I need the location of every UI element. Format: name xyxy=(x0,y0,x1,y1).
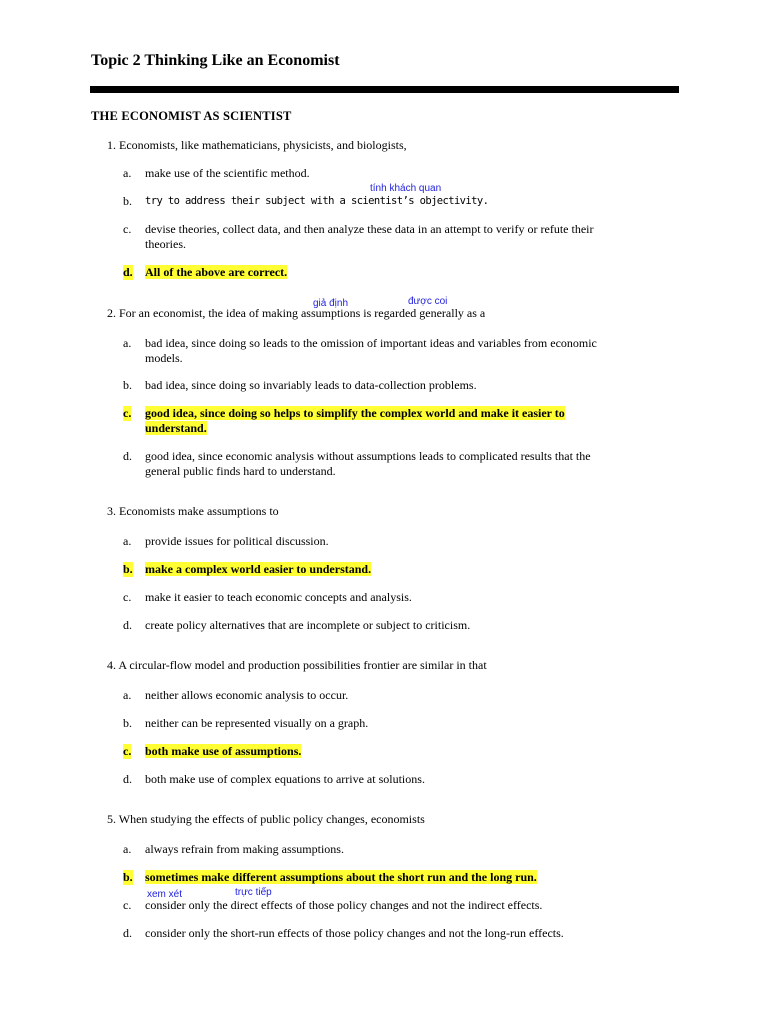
option-text: create policy alternatives that are incomplete or subject to criticism. xyxy=(145,618,471,632)
option-text: bad idea, since doing so leads to the omission of important ideas and variables from economic models. xyxy=(145,336,597,365)
option-letter: d. xyxy=(123,926,132,940)
option-text: neither allows economic analysis to occur. xyxy=(145,688,349,702)
option-letter: a. xyxy=(123,534,132,548)
option-letter: d. xyxy=(123,772,132,786)
question-2: 2. For an economist, the idea of making assumptions is regarded generally as a xyxy=(107,306,486,320)
option-letter: c. xyxy=(123,222,132,236)
option-text: good idea, since doing so helps to simplify the complex world and make it easier to understand. xyxy=(145,406,565,435)
question-1: 1. Economists, like mathematicians, physicists, and biologists, xyxy=(107,138,407,152)
option-letter: a. xyxy=(123,842,132,856)
option-letter: b. xyxy=(123,716,132,730)
option-text: provide issues for political discussion. xyxy=(145,534,329,548)
annotation-xem-xet: xem xét xyxy=(147,889,183,900)
annotation-duoc-coi: được coi xyxy=(408,296,448,307)
option-letter: b. xyxy=(123,194,132,208)
option-text: devise theories, collect data, and then analyze these data in an attempt to verify or refute their theories. xyxy=(145,222,594,251)
option-letter: c. xyxy=(123,898,132,912)
option-text: All of the above are correct. xyxy=(145,265,288,279)
option-letter: d. xyxy=(123,449,132,463)
section-heading: THE ECONOMIST AS SCIENTIST xyxy=(91,109,292,123)
option-text: good idea, since economic analysis without assumptions leads to complicated results that the general public finds hard to understand. xyxy=(145,449,591,478)
option-text: neither can be represented visually on a graph. xyxy=(145,716,369,730)
title-divider xyxy=(90,86,679,93)
option-text: consider only the direct effects of those policy changes and not the indirect effects. xyxy=(145,898,543,912)
option-text: always refrain from making assumptions. xyxy=(145,842,344,856)
option-letter: a. xyxy=(123,166,132,180)
option-text: consider only the short-run effects of those policy changes and not the long-run effects. xyxy=(145,926,564,940)
option-letter: c. xyxy=(123,590,132,604)
annotation-truc-tiep: trực tiếp xyxy=(235,887,272,898)
option-letter: b. xyxy=(123,378,132,392)
option-text: make it easier to teach economic concepts and analysis. xyxy=(145,590,412,604)
option-letter: a. xyxy=(123,688,132,702)
option-text: sometimes make different assumptions about the short run and the long run. xyxy=(145,870,537,884)
question-4: 4. A circular-flow model and production possibilities frontier are similar in that xyxy=(107,658,487,672)
question-5: 5. When studying the effects of public policy changes, economists xyxy=(107,812,425,826)
annotation-gia-dinh: giả định xyxy=(313,298,349,309)
option-letter: c. xyxy=(123,744,132,758)
option-text: make use of the scientific method. xyxy=(145,166,310,180)
option-letter: a. xyxy=(123,336,132,350)
option-text: make a complex world easier to understand. xyxy=(145,562,372,576)
page-title: Topic 2 Thinking Like an Economist xyxy=(91,52,340,69)
option-text: both make use of assumptions. xyxy=(145,744,302,758)
option-letter: d. xyxy=(123,265,133,279)
option-letter: b. xyxy=(123,562,133,576)
option-letter: b. xyxy=(123,870,133,884)
annotation-tinh-khach-quan: tính khách quan xyxy=(370,183,442,194)
option-letter: d. xyxy=(123,618,132,632)
option-text: both make use of complex equations to arrive at solutions. xyxy=(145,772,425,786)
option-text: bad idea, since doing so invariably leads to data-collection problems. xyxy=(145,378,477,392)
question-3: 3. Economists make assumptions to xyxy=(107,504,279,518)
option-text: try to address their subject with a scientist’s objectivity. xyxy=(145,195,489,207)
option-letter: c. xyxy=(123,406,132,420)
